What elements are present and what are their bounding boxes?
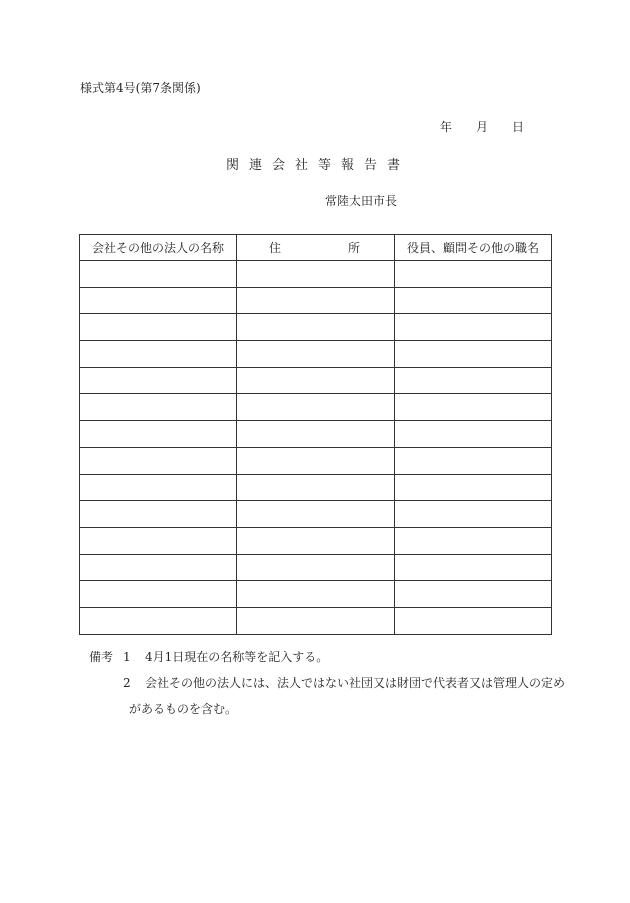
table-row xyxy=(80,474,552,501)
note-text-continuation: があるものを含む。 xyxy=(129,702,238,716)
cell-position[interactable] xyxy=(395,527,552,554)
note-number: 1 xyxy=(123,650,131,664)
table-row xyxy=(80,421,552,448)
cell-position[interactable] xyxy=(395,447,552,474)
cell-address[interactable] xyxy=(237,287,395,314)
cell-company-name[interactable] xyxy=(80,474,237,501)
report-table xyxy=(79,234,551,635)
cell-address[interactable] xyxy=(237,421,395,448)
cell-position[interactable] xyxy=(395,367,552,394)
table-row xyxy=(80,261,552,288)
notes-label: 備考 xyxy=(89,650,114,664)
date-line xyxy=(440,118,524,135)
cell-address[interactable] xyxy=(237,341,395,368)
cell-company-name[interactable] xyxy=(80,607,237,634)
document-title: 関連会社等報告書 xyxy=(226,158,411,173)
cell-position[interactable] xyxy=(395,287,552,314)
cell-company-name[interactable] xyxy=(80,581,237,608)
cell-company-name[interactable] xyxy=(80,261,237,288)
header-position: 役員、顧問その他の職名 xyxy=(395,235,552,261)
header-address xyxy=(237,235,395,261)
month-label: 月 xyxy=(476,120,489,134)
cell-address[interactable] xyxy=(237,607,395,634)
note-row-1 xyxy=(89,644,565,670)
cell-position[interactable] xyxy=(395,341,552,368)
note-text: 会社その他の法人には、法人ではない社団又は財団で代表者又は管理人の定め xyxy=(145,676,566,690)
cell-position[interactable] xyxy=(395,581,552,608)
note-row-2 xyxy=(89,670,565,696)
cell-company-name[interactable] xyxy=(80,367,237,394)
cell-address[interactable] xyxy=(237,447,395,474)
header-address-left: 住 xyxy=(269,241,282,255)
note-text: 4月1日現在の名称等を記入する。 xyxy=(145,650,329,664)
cell-address[interactable] xyxy=(237,367,395,394)
addressee: 常陸太田市長 xyxy=(325,194,398,208)
header-company-name: 会社その他の法人の名称 xyxy=(80,235,237,261)
note-row-2-continued xyxy=(89,696,565,722)
table-row xyxy=(80,501,552,528)
cell-company-name[interactable] xyxy=(80,447,237,474)
note-number: 2 xyxy=(123,676,131,690)
cell-position[interactable] xyxy=(395,261,552,288)
table-row xyxy=(80,314,552,341)
notes xyxy=(89,644,565,722)
cell-position[interactable] xyxy=(395,501,552,528)
table-row xyxy=(80,527,552,554)
cell-company-name[interactable] xyxy=(80,341,237,368)
cell-address[interactable] xyxy=(237,581,395,608)
table-row xyxy=(80,607,552,634)
header-address-right: 所 xyxy=(347,241,360,255)
table-row xyxy=(80,341,552,368)
cell-address[interactable] xyxy=(237,394,395,421)
cell-position[interactable] xyxy=(395,607,552,634)
cell-company-name[interactable] xyxy=(80,287,237,314)
cell-position[interactable] xyxy=(395,554,552,581)
cell-position[interactable] xyxy=(395,474,552,501)
cell-company-name[interactable] xyxy=(80,527,237,554)
form-number: 様式第4号(第7条関係) xyxy=(80,81,201,95)
table-row xyxy=(80,367,552,394)
cell-position[interactable] xyxy=(395,394,552,421)
cell-address[interactable] xyxy=(237,261,395,288)
cell-company-name[interactable] xyxy=(80,501,237,528)
day-label: 日 xyxy=(512,120,525,134)
cell-company-name[interactable] xyxy=(80,421,237,448)
cell-address[interactable] xyxy=(237,314,395,341)
table-row xyxy=(80,554,552,581)
cell-position[interactable] xyxy=(395,421,552,448)
table-row xyxy=(80,287,552,314)
cell-position[interactable] xyxy=(395,314,552,341)
table-header-row xyxy=(80,235,552,261)
table-row xyxy=(80,447,552,474)
year-label: 年 xyxy=(440,120,453,134)
cell-company-name[interactable] xyxy=(80,554,237,581)
table-row xyxy=(80,581,552,608)
cell-company-name[interactable] xyxy=(80,394,237,421)
cell-address[interactable] xyxy=(237,554,395,581)
cell-address[interactable] xyxy=(237,501,395,528)
cell-address[interactable] xyxy=(237,474,395,501)
cell-company-name[interactable] xyxy=(80,314,237,341)
table-row xyxy=(80,394,552,421)
cell-address[interactable] xyxy=(237,527,395,554)
